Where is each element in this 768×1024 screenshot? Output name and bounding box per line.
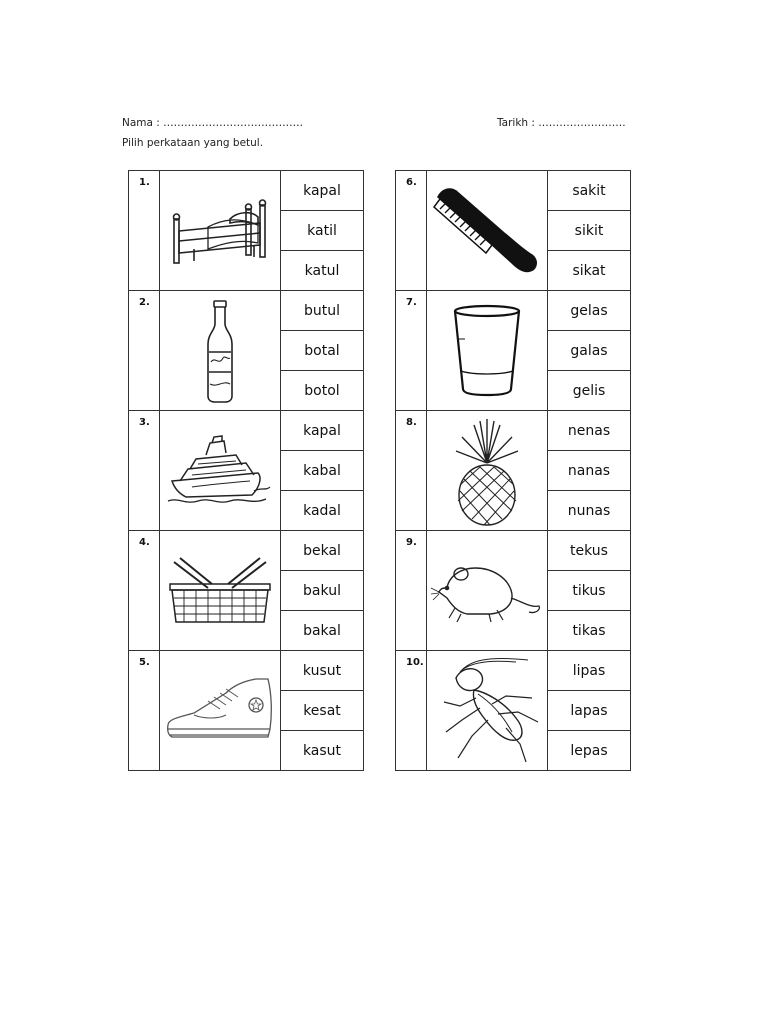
word-option[interactable]: tikas [548, 611, 631, 651]
word-option[interactable]: katul [281, 251, 364, 291]
word-option[interactable]: bakal [281, 611, 364, 651]
question-number-cell [129, 651, 160, 771]
word-option[interactable]: botol [281, 371, 364, 411]
ship-icon [166, 431, 274, 511]
bottle-icon [195, 298, 245, 404]
question-number: 8. [406, 417, 417, 428]
word-option[interactable]: kasut [281, 731, 364, 771]
question-number: 5. [139, 657, 150, 668]
word-option[interactable]: kesat [281, 691, 364, 731]
word-option[interactable]: bekal [281, 531, 364, 571]
cockroach-icon [432, 658, 542, 764]
picture-cell [160, 291, 281, 411]
word-option[interactable]: butul [281, 291, 364, 331]
question-row [396, 171, 631, 211]
shoe-icon [164, 675, 276, 747]
word-option[interactable]: kadal [281, 491, 364, 531]
picture-cell [160, 651, 281, 771]
question-number: 4. [139, 537, 150, 548]
question-number-cell [396, 291, 427, 411]
word-option[interactable]: sikit [548, 211, 631, 251]
question-number: 10. [406, 657, 424, 668]
question-row [129, 411, 364, 451]
question-number: 2. [139, 297, 150, 308]
question-number-cell [129, 291, 160, 411]
word-option[interactable]: galas [548, 331, 631, 371]
picture-cell [427, 411, 548, 531]
comb-icon [432, 183, 542, 279]
word-option[interactable]: lepas [548, 731, 631, 771]
question-row [129, 651, 364, 691]
question-number-cell [396, 531, 427, 651]
picture-cell [427, 171, 548, 291]
instruction-text: Pilih perkataan yang betul. [122, 137, 264, 149]
word-option[interactable]: botal [281, 331, 364, 371]
question-number: 1. [139, 177, 150, 188]
word-option[interactable]: tekus [548, 531, 631, 571]
word-option[interactable]: nenas [548, 411, 631, 451]
bed-icon [168, 195, 272, 267]
question-number: 7. [406, 297, 417, 308]
question-number: 3. [139, 417, 150, 428]
word-option[interactable]: kapal [281, 171, 364, 211]
question-number-cell [396, 171, 427, 291]
word-option[interactable]: tikus [548, 571, 631, 611]
question-row [129, 531, 364, 571]
question-row [396, 531, 631, 571]
picture-cell [427, 651, 548, 771]
question-table-left [128, 170, 364, 771]
pineapple-icon [452, 415, 522, 527]
word-option[interactable]: sikat [548, 251, 631, 291]
word-option[interactable]: lapas [548, 691, 631, 731]
word-option[interactable]: lipas [548, 651, 631, 691]
picture-cell [160, 411, 281, 531]
question-number-cell [396, 411, 427, 531]
picture-cell [427, 531, 548, 651]
question-row [396, 291, 631, 331]
question-row [396, 411, 631, 451]
date-field-label: Tarikh : ……………………. [497, 117, 626, 129]
question-number-cell [129, 531, 160, 651]
picture-cell [160, 531, 281, 651]
question-number: 6. [406, 177, 417, 188]
glass-icon [449, 303, 525, 399]
picture-cell [427, 291, 548, 411]
question-number-cell [396, 651, 427, 771]
rat-icon [431, 558, 543, 624]
word-option[interactable]: gelis [548, 371, 631, 411]
word-option[interactable]: katil [281, 211, 364, 251]
word-option[interactable]: sakit [548, 171, 631, 211]
name-field-label: Nama : …………………………………. [122, 117, 304, 129]
question-number-cell [129, 411, 160, 531]
word-option[interactable]: kabal [281, 451, 364, 491]
question-row [396, 651, 631, 691]
word-option[interactable]: gelas [548, 291, 631, 331]
word-option[interactable]: bakul [281, 571, 364, 611]
question-table-right [395, 170, 631, 771]
question-row [129, 171, 364, 211]
word-option[interactable]: kusut [281, 651, 364, 691]
word-option[interactable]: kapal [281, 411, 364, 451]
picture-cell [160, 171, 281, 291]
question-number-cell [129, 171, 160, 291]
basket-icon [164, 554, 276, 628]
word-option[interactable]: nanas [548, 451, 631, 491]
question-row [129, 291, 364, 331]
word-option[interactable]: nunas [548, 491, 631, 531]
question-number: 9. [406, 537, 417, 548]
